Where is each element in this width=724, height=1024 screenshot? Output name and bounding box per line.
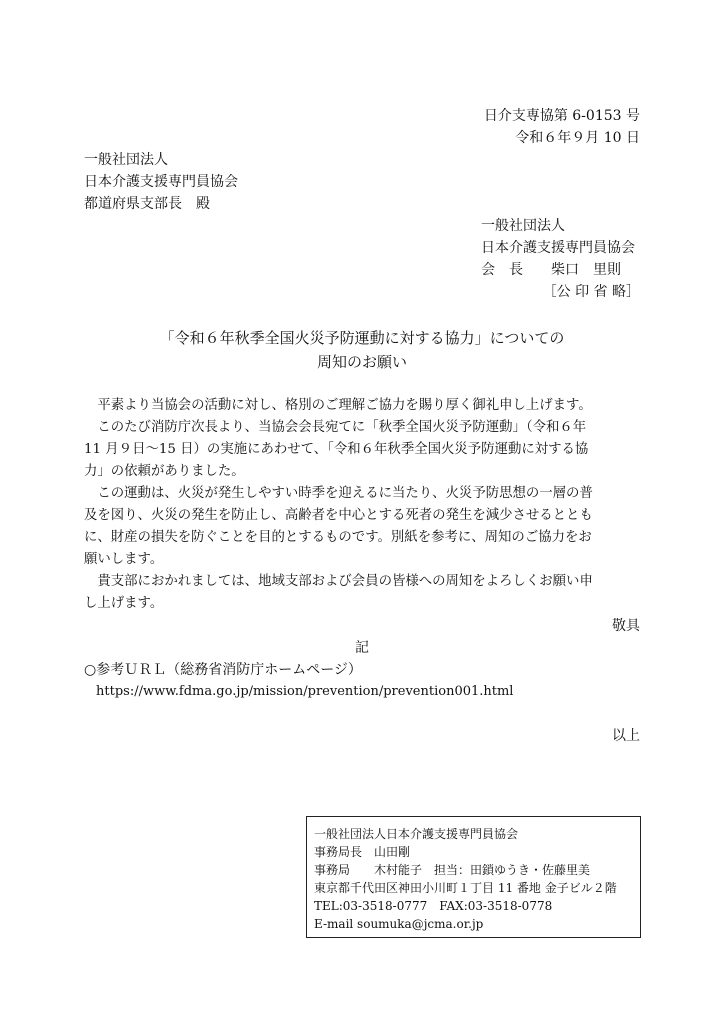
closing-keigu: 敬具: [612, 618, 640, 634]
body-paragraph-4-line-2: し上げます。: [84, 596, 164, 611]
body-paragraph-3-line-4: 願いします。: [84, 552, 164, 567]
reference-url-label: ○参考ＵＲＬ（総務省消防庁ホームページ）: [84, 662, 362, 678]
ki-heading: 記: [355, 640, 369, 656]
recipient-line-1: 一般社団法人: [84, 152, 168, 168]
document-number: 日介支専協第 6-0153 号: [483, 108, 640, 124]
body-paragraph-2-line-2: 11 月９日～15 日）の実施にあわせて、「令和６年秋季全国火災予防運動に対する協: [84, 442, 589, 457]
contact-address: 東京都千代田区神田小川町１丁目 11 番地 金子ビル２階: [314, 881, 617, 895]
sender-line-1: 一般社団法人: [481, 218, 565, 234]
body-paragraph-4-line-1: 貴支部におかれましては、地域支部および会員の皆様への周知をよろしくお願い申: [97, 574, 593, 589]
contact-box: [306, 816, 641, 938]
body-paragraph-2-line-1: このたび消防庁次長より、当協会会長宛てに「秋季全国火災予防運動」（令和６年: [97, 420, 587, 435]
recipient-line-2: 日本介護支援専門員協会: [84, 174, 238, 190]
recipient-line-3: 都道府県支部長 殿: [84, 196, 210, 212]
title-line-1: 「令和６年秋季全国火災予防運動に対する協力」についての: [159, 329, 565, 347]
contact-organization: 一般社団法人日本介護支援専門員協会: [314, 827, 519, 841]
end-ijo: 以上: [612, 728, 640, 744]
sender-president: 会 長 柴口 里則: [481, 262, 621, 278]
reference-url-link[interactable]: https://www.fdma.go.jp/mission/prevention/prevention001.html: [96, 684, 514, 699]
body-paragraph-3-line-3: に、財産の損失を防ぐことを目的とするものです。別紙を参考に、周知のご協力をお: [84, 530, 592, 545]
contact-staff: 事務局 木村能子 担当：田鎖ゆうき・佐藤里美: [314, 863, 591, 877]
body-paragraph-1: 平素より当協会の活動に対し、格別のご理解ご協力を賜り厚く御礼申し上げます。: [97, 398, 592, 413]
contact-email[interactable]: E-mail soumuka@jcma.or.jp: [314, 917, 484, 931]
sender-line-2: 日本介護支援専門員協会: [481, 240, 635, 256]
body-paragraph-3-line-2: 及を図り、火災の発生を防止し、高齢者を中心とする死者の発生を減少させるととも: [84, 508, 593, 523]
body-paragraph-2-line-3: 力」の依頼がありました。: [84, 464, 245, 479]
document-date: 令和６年９月 10 日: [515, 130, 640, 146]
contact-secretary-general: 事務局長 山田剛: [314, 845, 411, 859]
body-paragraph-3-line-1: この運動は、火災が発生しやすい時季を迎えるに当たり、火災予防思想の一層の普: [97, 486, 593, 501]
seal-omitted-note: ［公 印 省 略］: [542, 284, 640, 300]
contact-phone-fax: TEL:03-3518-0777 FAX:03-3518-0778: [314, 899, 553, 913]
title-line-2: 周知のお願い: [316, 353, 407, 371]
